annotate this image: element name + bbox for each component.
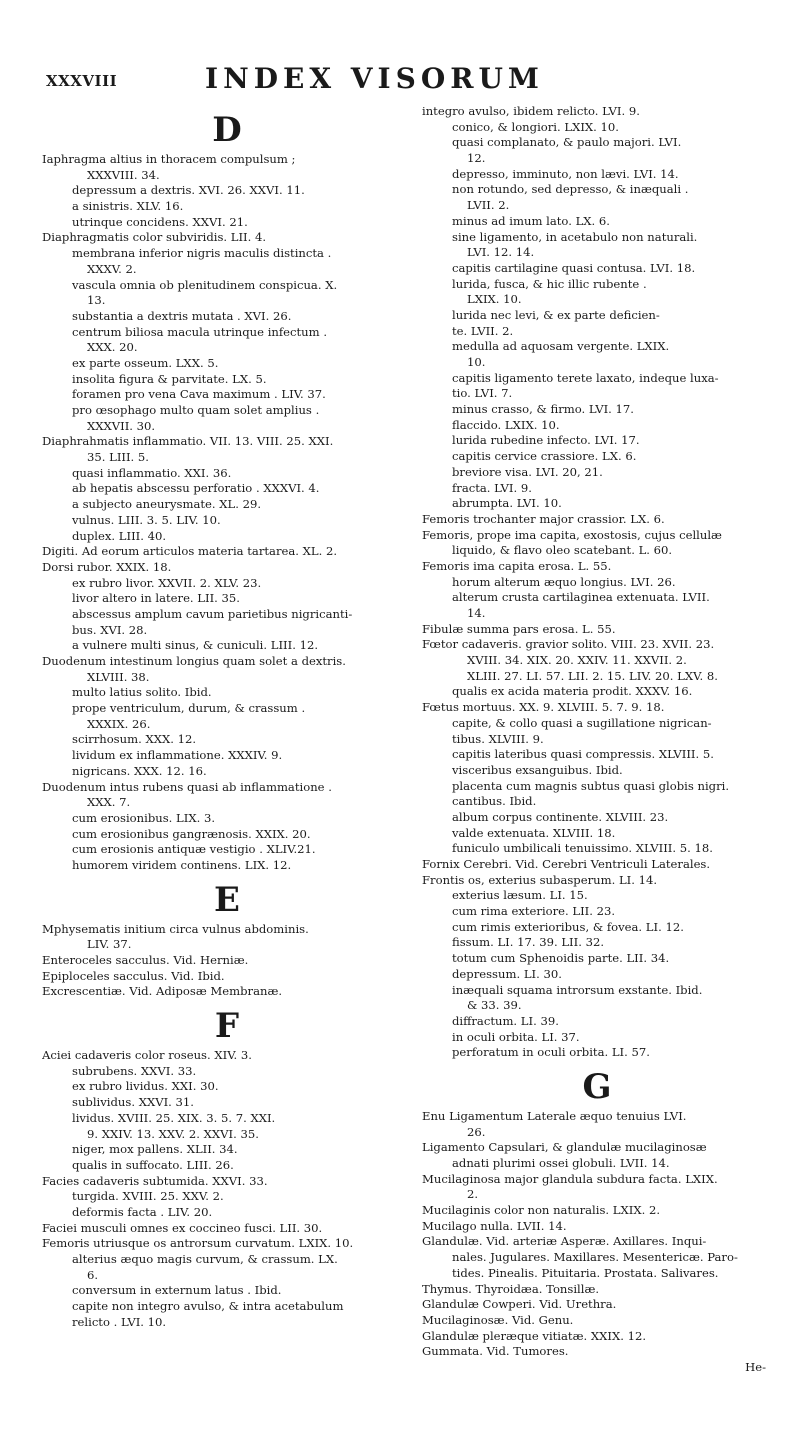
index-f-cont-line: non rotundo, sed depresso, & inæquali . [452, 182, 689, 197]
index-g-line: 2. [467, 1187, 479, 1202]
index-d-line: cum erosionibus. LIX. 3. [72, 810, 216, 825]
index-f-cont-line: tio. LVI. 7. [452, 386, 513, 401]
index-d-line: substantia a dextris mutata . XVI. 26. [72, 308, 292, 323]
index-f-line: alterius æquo magis curvum, & crassum. LX. [72, 1252, 338, 1266]
running-title: INDEX VISORUM [205, 62, 544, 95]
index-f-cont-line: qualis ex acida materia prodit. XXXV. 16. [452, 684, 693, 699]
index-d-line: utrinque concidens. XXVI. 21. [72, 214, 248, 229]
index-f-line: conversum in externum latus . Ibid. [72, 1283, 282, 1298]
index-f-cont-line: tibus. XLVIII. 9. [452, 731, 544, 746]
index-e-line: Epiploceles sacculus. Vid. Ibid. [42, 968, 225, 983]
index-f-cont-line: diffractum. LI. 39. [452, 1013, 559, 1028]
index-f-cont-line: exterius læsum. LI. 15. [452, 888, 588, 903]
index-d-line: ex rubro livor. XXVII. 2. XLV. 23. [72, 575, 262, 590]
index-d-line: quasi inflammatio. XXI. 36. [72, 465, 232, 480]
index-f-cont-line: & 33. 39. [467, 998, 522, 1013]
index-f-cont-line: capitis ligamento terete laxato, indeque luxa- [452, 370, 719, 385]
index-e-line: Mphysematis initium circa vulnus abdominis. [42, 921, 309, 936]
index-f-line: sublividus. XXVI. 31. [72, 1095, 194, 1110]
index-f-cont-line: cum rimis exterioribus, & fovea. LI. 12. [452, 919, 684, 934]
index-d-line: foramen pro vena Cava maximum . LIV. 37. [72, 387, 326, 402]
index-f-line: deformis facta . LIV. 20. [72, 1204, 213, 1219]
index-f-cont-line: XVIII. 34. XIX. 20. XXIV. 11. XXVII. 2. [467, 653, 687, 668]
index-f-cont-line: alterum crusta cartilaginea extenuata. LVII. [452, 590, 710, 605]
index-f-cont-line: 12. [467, 151, 486, 166]
index-g-line: Gummata. Vid. Tumores. [422, 1344, 569, 1359]
index-g-line: Ligamento Capsulari, & glandulæ mucilaginosæ [422, 1140, 707, 1155]
index-d-line: pro œsophago multo quam solet amplius . [72, 403, 320, 417]
index-f-line: 6. [87, 1267, 99, 1282]
index-g-line: 26. [467, 1124, 486, 1139]
index-d-line: lividum ex inflammatione. XXXIV. 9. [72, 748, 283, 763]
index-d-line: cum erosionis antiquæ vestigio . XLIV.21. [72, 842, 316, 857]
index-f-cont-line: fissum. LI. 17. 39. LII. 32. [452, 935, 605, 950]
index-f-line: Femoris utriusque os antrorsum curvatum. LXIX. 10. [42, 1236, 354, 1251]
index-f-cont-line: abrumpta. LVI. 10. [452, 496, 562, 511]
index-d-line: XLVIII. 38. [87, 669, 150, 684]
index-f-line: Faciei musculi omnes ex coccineo fusci. LII. 30. [42, 1220, 323, 1235]
index-d-line: a vulnere multi sinus, & cuniculi. LIII. 12. [72, 638, 319, 653]
index-d-line: ab hepatis abscessu perforatio . XXXVI. 4. [72, 481, 320, 496]
index-f-line: ex rubro lividus. XXI. 30. [72, 1079, 219, 1094]
page-header [40, 62, 760, 102]
index-f-cont-line: minus crasso, & firmo. LVI. 17. [452, 402, 634, 417]
index-g-line: Glandulæ. Vid. arteriæ Asperæ. Axillares. Inqui- [422, 1234, 707, 1249]
section-e-entries [42, 922, 412, 1000]
index-d-line: livor altero in latere. LII. 35. [72, 591, 240, 606]
index-f-line: Facies cadaveris subtumida. XXVI. 33. [42, 1173, 268, 1188]
index-f-cont-line: Femoris, prope ima capita, exostosis, cujus cellulæ [422, 527, 722, 542]
index-f-cont-line: horum alterum æquo longius. LVI. 26. [452, 574, 676, 589]
index-e-line: LIV. 37. [87, 937, 132, 952]
index-d-line: scirrhosum. XXX. 12. [72, 732, 197, 747]
index-f-cont-line: fracta. LVI. 9. [452, 480, 532, 495]
index-f-cont-line: capitis cartilagine quasi contusa. LVI. 18. [452, 260, 696, 275]
index-f-cont-line: funiculo umbilicali tenuissimo. XLVIII. 5. 18. [452, 841, 713, 856]
index-f-cont-line: breviore visa. LVI. 20, 21. [452, 464, 603, 479]
index-f-cont-line: quasi complanato, & paulo majori. LVI. [452, 135, 682, 150]
index-f-line: niger, mox pallens. XLII. 34. [72, 1142, 238, 1157]
index-f-cont-line: sine ligamento, in acetabulo non naturali. [452, 229, 698, 244]
index-d-line: XXXVII. 30. [87, 418, 156, 433]
index-d-line: ex parte osseum. LXX. 5. [72, 355, 219, 370]
index-d-line: humorem viridem continens. LIX. 12. [72, 857, 292, 872]
section-d-entries [42, 152, 412, 874]
index-g-line: Mucilaginis color non naturalis. LXIX. 2. [422, 1203, 661, 1218]
index-d-line: 13. [87, 293, 106, 308]
index-d-line: duplex. LIII. 40. [72, 528, 167, 543]
index-f-cont-line: in oculi orbita. LI. 37. [452, 1029, 580, 1044]
index-f-cont-line: Femoris trochanter major crassior. LX. 6. [422, 511, 665, 526]
index-g-line: Enu Ligamentum Laterale æquo tenuius LVI. [422, 1108, 687, 1123]
index-f-cont-line: capitis cervice crassiore. LX. 6. [452, 449, 637, 464]
index-f-cont-line: placenta cum magnis subtus quasi globis nigri. [452, 778, 730, 793]
index-g-line: Mucilaginosa major glandula subdura facta. LXIX. [422, 1171, 718, 1186]
index-f-cont-line: LXIX. 10. [467, 292, 522, 307]
section-letter-g: G [582, 1066, 612, 1107]
index-f-cont-line: 14. [467, 606, 486, 620]
index-d-line: XXXIX. 26. [87, 716, 151, 731]
page-number: XXXVIII [46, 72, 118, 90]
index-g-line: Mucilaginosæ. Vid. Genu. [422, 1312, 574, 1327]
index-f-line: 9. XXIV. 13. XXV. 2. XXVI. 35. [87, 1126, 259, 1141]
index-f-cont-line: cantibus. Ibid. [452, 794, 537, 809]
index-f-cont-line: XLIII. 27. LI. 57. LII. 2. 15. LIV. 20. LXV. 8. [467, 668, 718, 683]
section-f-entries [42, 1048, 412, 1330]
index-d-line: nigricans. XXX. 12. 16. [72, 763, 207, 778]
index-f-cont-line: flaccido. LXIX. 10. [452, 417, 560, 432]
index-g-line: Glandulæ pleræque vitiatæ. XXIX. 12. [422, 1328, 647, 1343]
index-d-line: Digiti. Ad eorum articulos materia tartarea. XL. 2. [42, 544, 338, 559]
index-g-line: Mucilago nulla. LVII. 14. [422, 1218, 567, 1233]
right-column [422, 104, 772, 1376]
index-f-line: relicto . LVI. 10. [72, 1314, 167, 1329]
index-d-line: vulnus. LIII. 3. 5. LIV. 10. [72, 512, 221, 527]
index-f-line: subrubens. XXVI. 33. [72, 1063, 197, 1078]
index-f-cont-line: lurida, fusca, & hic illic rubente . [452, 276, 647, 291]
index-f-cont-line: LVII. 2. [467, 198, 510, 213]
index-f-cont-line: conico, & longiori. LXIX. 10. [452, 119, 619, 134]
index-f-cont-line: 10. [467, 355, 486, 369]
index-d-line: depressum a dextris. XVI. 26. XXVI. 11. [72, 183, 305, 198]
index-f-cont-line: Fornix Cerebri. Vid. Cerebri Ventriculi Laterales. [422, 857, 711, 871]
index-d-line: prope ventriculum, durum, & crassum . [72, 701, 306, 716]
index-f-line: qualis in suffocato. LIII. 26. [72, 1157, 234, 1172]
index-f-cont-line: medulla ad aquosam vergente. LXIX. [452, 339, 670, 354]
index-f-cont-line: minus ad imum lato. LX. 6. [452, 213, 610, 228]
index-d-line: Duodenum intestinum longius quam solet a dextris. [42, 654, 346, 668]
index-e-line: Excrescentiæ. Vid. Adiposæ Membranæ. [42, 984, 283, 999]
index-f-cont-line: Frontis os, exterius subasperum. LI. 14. [422, 872, 658, 887]
index-d-line: insolita figura & parvitate. LX. 5. [72, 371, 267, 386]
index-f-cont-line: integro avulso, ibidem relicto. LVI. 9. [422, 104, 640, 118]
index-d-line: bus. XVI. 28. [72, 622, 148, 637]
section-letter-f: F [214, 1006, 240, 1047]
index-d-line: Iaphragma altius in thoracem compulsum ; [42, 152, 296, 166]
index-d-line: XXXVIII. 34. [87, 167, 160, 182]
index-f-cont-line: Fibulæ summa pars erosa. L. 55. [422, 621, 616, 636]
index-f-line: turgida. XVIII. 25. XXV. 2. [72, 1189, 224, 1204]
index-f-cont-line: liquido, & flavo oleo scatebant. L. 60. [452, 543, 673, 558]
index-d-line: membrana inferior nigris maculis distincta . [72, 246, 332, 261]
index-d-line: XXX. 7. [87, 795, 131, 810]
index-f-cont-line: capite, & collo quasi a sugillatione nigrican- [452, 715, 712, 730]
index-f-cont-line: visceribus exsanguibus. Ibid. [452, 762, 623, 777]
index-f-line: lividus. XVIII. 25. XIX. 3. 5. 7. XXI. [72, 1110, 276, 1125]
index-f-cont-line: valde extenuata. XLVIII. 18. [452, 825, 616, 840]
index-f-cont-line: lurida rubedine infecto. LVI. 17. [452, 433, 640, 448]
left-column [42, 104, 412, 1330]
index-g-line: adnati plurimi ossei globuli. LVII. 14. [452, 1156, 670, 1170]
index-f-cont-line: depresso, imminuto, non lævi. LVI. 14. [452, 166, 679, 181]
index-e-line: Enteroceles sacculus. Vid. Herniæ. [42, 953, 249, 967]
index-f-cont-line: totum cum Sphenoidis parte. LII. 34. [452, 951, 670, 966]
index-f-line: Aciei cadaveris color roseus. XIV. 3. [42, 1048, 252, 1063]
index-d-line: XXXV. 2. [87, 261, 137, 276]
index-d-line: a sinistris. XLV. 16. [72, 199, 184, 214]
index-d-line: Diaphragmatis color subviridis. LII. 4. [42, 230, 267, 245]
index-g-line: Glandulæ Cowperi. Vid. Urethra. [422, 1297, 617, 1312]
index-f-cont-line: te. LVII. 2. [452, 323, 514, 338]
index-f-cont-line: perforatum in oculi orbita. LI. 57. [452, 1045, 650, 1060]
index-d-line: Duodenum intus rubens quasi ab inflammatione . [42, 779, 332, 794]
index-d-line: XXX. 20. [87, 340, 138, 355]
index-f-cont-line: Femoris ima capita erosa. L. 55. [422, 558, 612, 573]
index-f-cont-line: depressum. LI. 30. [452, 966, 562, 981]
index-d-line: cum erosionibus gangrænosis. XXIX. 20. [72, 826, 311, 841]
index-f-cont-line: inæquali squama introrsum exstante. Ibid. [452, 982, 703, 997]
catchword: He- [745, 1359, 766, 1374]
index-d-line: Diaphrahmatis inflammatio. VII. 13. VIII. 25. XXI. [42, 434, 334, 449]
index-d-line: abscessus amplum cavum parietibus nigricanti- [72, 606, 353, 621]
index-f-cont-line: cum rima exteriore. LII. 23. [452, 904, 616, 919]
section-f-continued-entries [422, 104, 772, 1061]
index-f-cont-line: Fœtus mortuus. XX. 9. XLVIII. 5. 7. 9. 18. [422, 700, 665, 715]
index-g-line: Thymus. Thyroidæa. Tonsillæ. [422, 1281, 600, 1296]
section-letter-d: D [212, 110, 242, 150]
index-f-cont-line: LVI. 12. 14. [467, 245, 535, 260]
section-letter-e: E [214, 879, 240, 920]
index-d-line: multo latius solito. Ibid. [72, 685, 212, 700]
index-g-line: tides. Pinealis. Pituitaria. Prostata. Salivares. [452, 1265, 719, 1280]
index-d-line: 35. LIII. 5. [87, 450, 149, 465]
index-f-cont-line: album corpus continente. XLVIII. 23. [452, 809, 669, 824]
index-d-line: Dorsi rubor. XXIX. 18. [42, 559, 172, 574]
index-d-line: a subjecto aneurysmate. XL. 29. [72, 497, 262, 512]
index-f-cont-line: lurida nec levi, & ex parte deficien- [452, 307, 660, 322]
index-f-cont-line: Fœtor cadaveris. gravior solito. VIII. 23. XVII. 23. [422, 637, 715, 652]
index-d-line: vascula omnia ob plenitudinem conspicua. X. [72, 277, 338, 292]
index-f-cont-line: capitis lateribus quasi compressis. XLVIII. 5. [452, 747, 714, 762]
index-g-line: nales. Jugulares. Maxillares. Mesentericæ. Paro- [452, 1250, 738, 1265]
index-f-line: capite non integro avulso, & intra acetabulum [72, 1299, 344, 1314]
section-g-entries [422, 1109, 772, 1360]
index-d-line: centrum biliosa macula utrinque infectum . [72, 324, 328, 339]
